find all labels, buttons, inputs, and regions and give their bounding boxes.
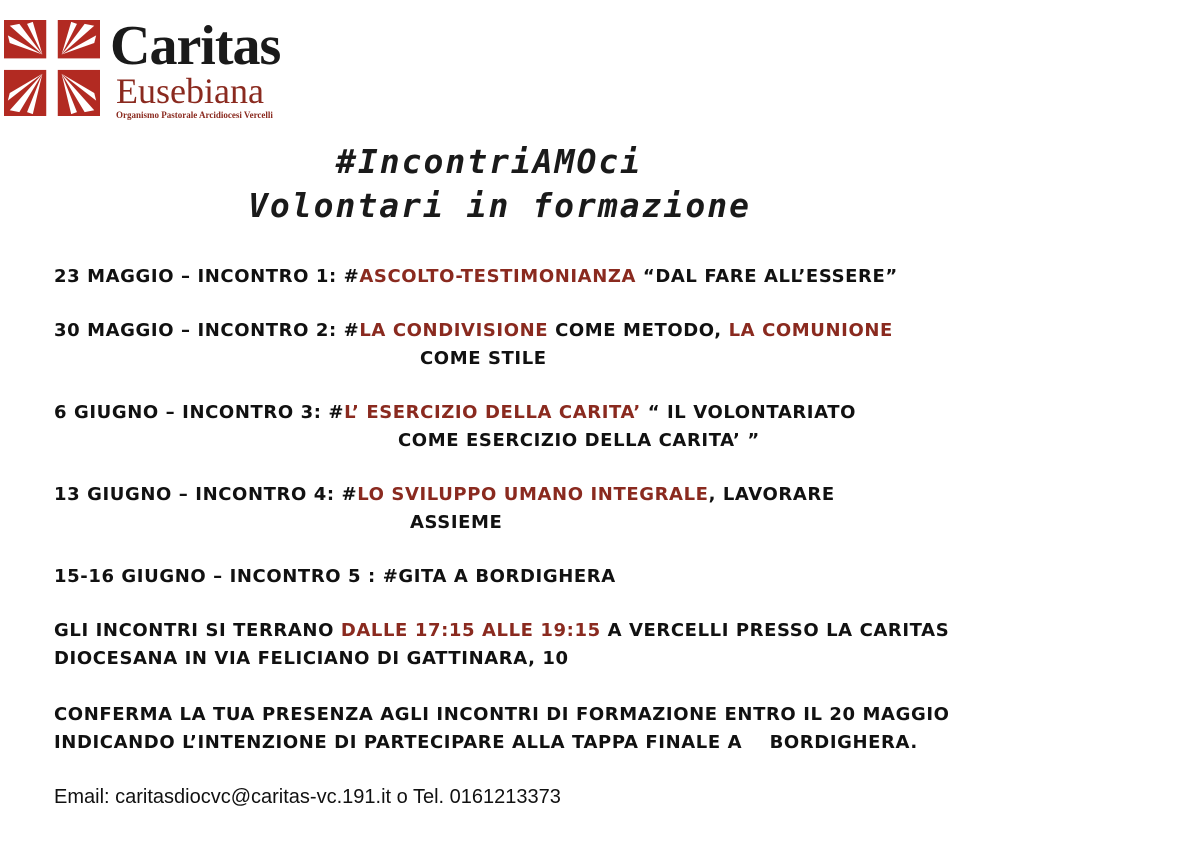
logo-tagline: Organismo Pastorale Arcidiocesi Vercelli: [116, 110, 273, 120]
meeting-4-date: 13 GIUGNO – INCONTRO 4: #: [54, 484, 358, 505]
meeting-4-topic: LO SVILUPPO UMANO INTEGRALE: [357, 484, 709, 505]
confirm-line-2: INDICANDO L’INTENZIONE DI PARTECIPARE ALLA TAPPA FINALE A BORDIGHERA.: [54, 732, 918, 753]
logo-subtitle: Eusebiana: [116, 71, 264, 111]
meeting-3-topic: L’ ESERCIZIO DELLA CARITA’: [344, 402, 641, 423]
schedule-time: DALLE 17:15 ALLE 19:15: [340, 620, 601, 641]
schedule-info-text: GLI INCONTRI SI TERRANO: [54, 620, 341, 641]
meeting-2-topic-2: LA COMUNIONE: [728, 320, 893, 341]
meeting-3-continuation: COME ESERCIZIO DELLA CARITA’ ”: [398, 430, 760, 451]
caritas-flame-cross-icon: [4, 20, 100, 116]
meeting-4: [54, 484, 835, 505]
meeting-1-quote: “DAL FARE ALL’ESSERE”: [636, 266, 898, 287]
meeting-3-date: 6 GIUGNO – INCONTRO 3: #: [54, 402, 345, 423]
meeting-3-text: “ IL VOLONTARIATO: [640, 402, 857, 423]
meeting-1: [54, 266, 898, 287]
meeting-2-continuation: COME STILE: [420, 348, 547, 369]
meeting-3: [54, 402, 856, 423]
meeting-2-topic: LA CONDIVISIONE: [359, 320, 549, 341]
schedule-info: [54, 620, 949, 641]
meeting-2-date: 30 MAGGIO – INCONTRO 2: #: [54, 320, 360, 341]
meeting-2-text: COME METODO,: [548, 320, 729, 341]
schedule-address: DIOCESANA IN VIA FELICIANO DI GATTINARA, 10: [54, 648, 569, 669]
meeting-5: 15-16 GIUGNO – INCONTRO 5 : #GITA A BORDIGHERA: [54, 566, 616, 587]
meeting-2: [54, 320, 893, 341]
title-hashtag: #IncontriAMOci: [336, 142, 643, 181]
meeting-1-topic: ASCOLTO-TESTIMONIANZA: [359, 266, 637, 287]
contact-info: Email: caritasdiocvc@caritas-vc.191.it o Tel. 0161213373: [54, 786, 561, 808]
title-subtitle: Volontari in formazione: [248, 186, 751, 225]
schedule-location: A VERCELLI PRESSO LA CARITAS: [600, 620, 950, 641]
caritas-logo: [4, 14, 304, 124]
logo-name: Caritas: [110, 15, 281, 77]
meeting-4-text: , LAVORARE: [708, 484, 835, 505]
meeting-4-continuation: ASSIEME: [410, 512, 503, 533]
confirm-line-1: CONFERMA LA TUA PRESENZA AGLI INCONTRI DI FORMAZIONE ENTRO IL 20 MAGGIO: [54, 704, 950, 725]
meeting-1-date: 23 MAGGIO – INCONTRO 1: #: [54, 266, 360, 287]
